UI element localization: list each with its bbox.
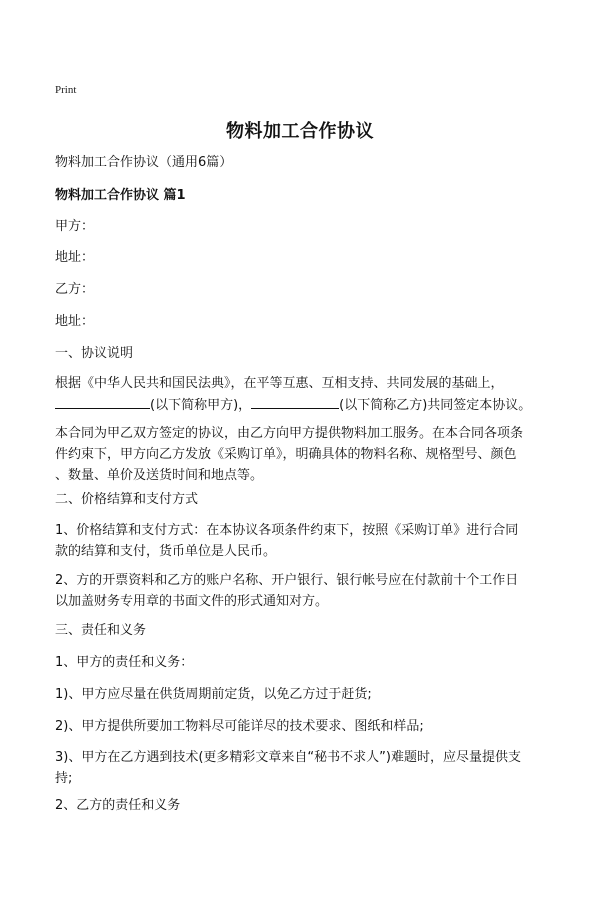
paragraph-line: 根据《中华人民共和国民法典》，在平等互惠、互相支持、共同发展的基础上， <box>55 376 504 391</box>
heading-responsibilities: 三、责任和义务 <box>55 623 147 638</box>
paragraph-contract-scope <box>55 423 555 486</box>
paragraph-line: 、数量、单价及送货时间和地点等。 <box>55 468 264 483</box>
heading-agreement-description: 一、协议说明 <box>55 346 134 361</box>
paragraph-line: 持; <box>55 771 73 786</box>
party-b-address-label: 地址： <box>55 314 95 329</box>
party-a-blank <box>55 394 150 409</box>
section-heading: 物料加工合作协议 篇1 <box>55 188 186 203</box>
party-b-blank <box>251 394 339 409</box>
heading-price-payment: 二、价格结算和支付方式 <box>55 492 199 507</box>
party-b-label: 乙方： <box>55 282 95 297</box>
paragraph-invoice-info <box>55 570 555 612</box>
paragraph-price-settlement <box>55 520 555 562</box>
paragraph-duty-1: 1)、甲方应尽量在供货周期前定货，以免乙方过于赶货; <box>55 687 372 702</box>
paragraph-party-a-duties: 1、甲方的责任和义务： <box>55 655 194 670</box>
party-b-note: (以下简称乙方)共同签定本协议。 <box>339 398 532 413</box>
paragraph-line: 以加盖财务专用章的书面文件的形式通知对方。 <box>55 594 329 609</box>
party-a-address-label: 地址： <box>55 250 95 265</box>
paragraph-line: 本合同为甲乙双方签定的协议，由乙方向甲方提供物料加工服务。在本合同各项条 <box>55 426 524 441</box>
party-a-note: (以下简称甲方)， <box>150 398 252 413</box>
document-title: 物料加工合作协议 <box>226 121 374 142</box>
paragraph-line: 件约束下，甲方向乙方发放《采购订单》，明确具体的物料名称、规格型号、颜色 <box>55 447 517 462</box>
paragraph-duty-3 <box>55 747 555 789</box>
document-subtitle: 物料加工合作协议（通用6篇） <box>55 155 233 170</box>
paragraph-line: 1、价格结算和支付方式：在本协议各项条件约束下，按照《采购订单》进行合同 <box>55 523 519 538</box>
paragraph-duty-2: 2)、甲方提供所要加工物料尽可能详尽的技术要求、图纸和样品; <box>55 719 424 734</box>
paragraph-line: 3)、甲方在乙方遇到技术(更多精彩文章来自“秘书不求人”)难题时，应尽量提供支 <box>55 750 521 765</box>
party-a-label: 甲方： <box>55 219 95 234</box>
paragraph-line <box>55 394 555 416</box>
paragraph-legal-basis <box>55 373 555 416</box>
paragraph-line: 2、方的开票资料和乙方的账户名称、开户银行、银行帐号应在付款前十个工作日 <box>55 573 519 588</box>
print-label: Print <box>55 84 77 96</box>
paragraph-line: 款的结算和支付，货币单位是人民币。 <box>55 544 277 559</box>
paragraph-party-b-duties: 2、乙方的责任和义务 <box>55 798 181 813</box>
